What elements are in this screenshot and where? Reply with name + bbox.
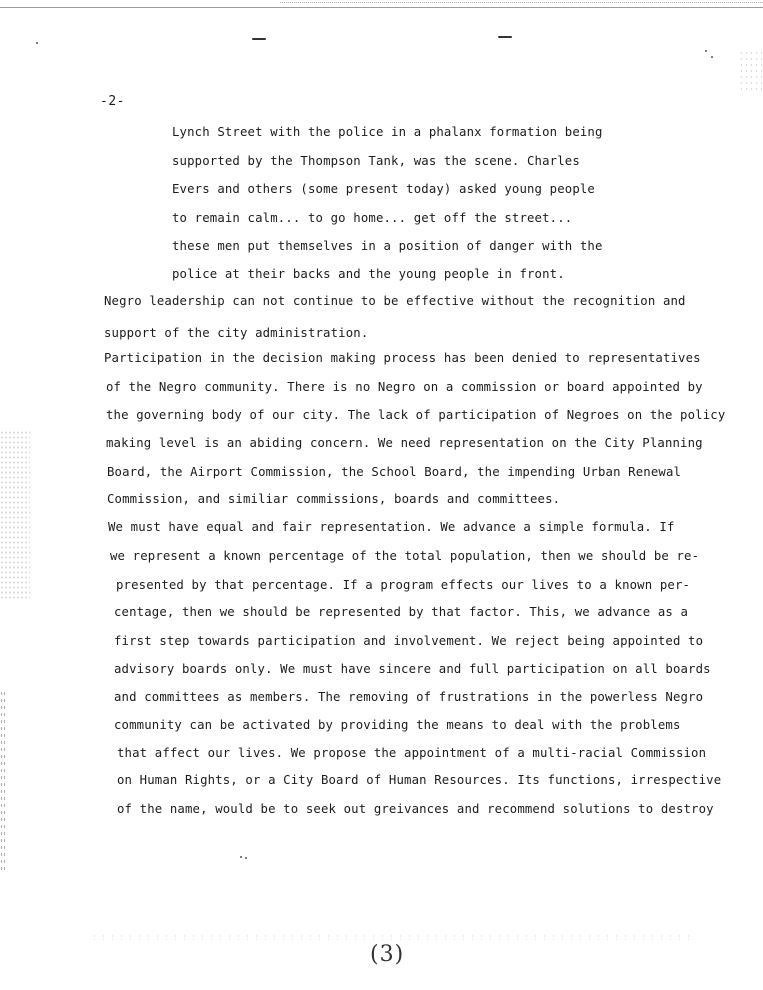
scan-speck [705,50,707,52]
scan-speck [240,856,242,858]
body-line: Negro leadership can not continue to be effective without the recognition and [104,294,686,308]
body-line: on Human Rights, or a City Board of Human Resources. Its functions, irrespective [117,773,722,787]
body-line: we represent a known percentage of the total population, then we should be re- [110,549,700,563]
scan-noise [90,934,690,940]
body-line: Board, the Airport Commission, the School Board, the impending Urban Renewal [107,465,682,479]
body-line: centage, then we should be represented by that factor. This, we advance as a [114,605,689,619]
body-line: advisory boards only. We must have sincere and full participation on all boards [114,662,711,676]
body-line: Commission, and similiar commissions, boards and committees. [107,492,561,506]
scan-noise [0,430,30,600]
body-line: presented by that percentage. If a program effects our lives to a known per- [116,578,691,592]
body-line: We must have equal and fair representation. We advance a simple formula. If [108,520,675,534]
body-line: the governing body of our city. The lack of participation of Negroes on the policy [106,408,726,422]
body-line: Evers and others (some present today) asked young people [172,182,595,196]
handwritten-page-mark: (3) [370,942,405,967]
scan-speck [36,42,38,44]
body-line: of the name, would be to seek out greivances and recommend solutions to destroy [117,802,714,816]
body-line: and committees as members. The removing of frustrations in the powerless Negro [114,690,704,704]
scan-speck [245,857,247,859]
scan-speck [711,56,713,58]
body-line: supported by the Thompson Tank, was the scene. Charles [172,154,580,168]
scan-mark [498,36,512,38]
body-line: making level is an abiding concern. We need representation on the City Planning [106,436,703,450]
scan-mark [252,38,266,40]
page-number: -2- [100,94,125,109]
body-line: community can be activated by providing the means to deal with the problems [114,718,681,732]
body-line: support of the city administration. [104,326,369,340]
body-line: Participation in the decision making process has been denied to representatives [104,351,701,365]
scan-noise [739,50,763,90]
body-line: first step towards participation and involvement. We reject being appointed to [114,634,704,648]
scan-noise [0,690,6,870]
body-line: these men put themselves in a position of danger with the [172,239,603,253]
body-line: Lynch Street with the police in a phalanx formation being [172,125,603,139]
body-line: police at their backs and the young people in front. [172,267,565,281]
top-scan-edge [0,0,763,8]
body-line: of the Negro community. There is no Negro on a commission or board appointed by [106,380,703,394]
body-line: to remain calm... to go home... get off the street... [172,211,573,225]
body-line: that affect our lives. We propose the appointment of a multi-racial Commission [117,746,707,760]
